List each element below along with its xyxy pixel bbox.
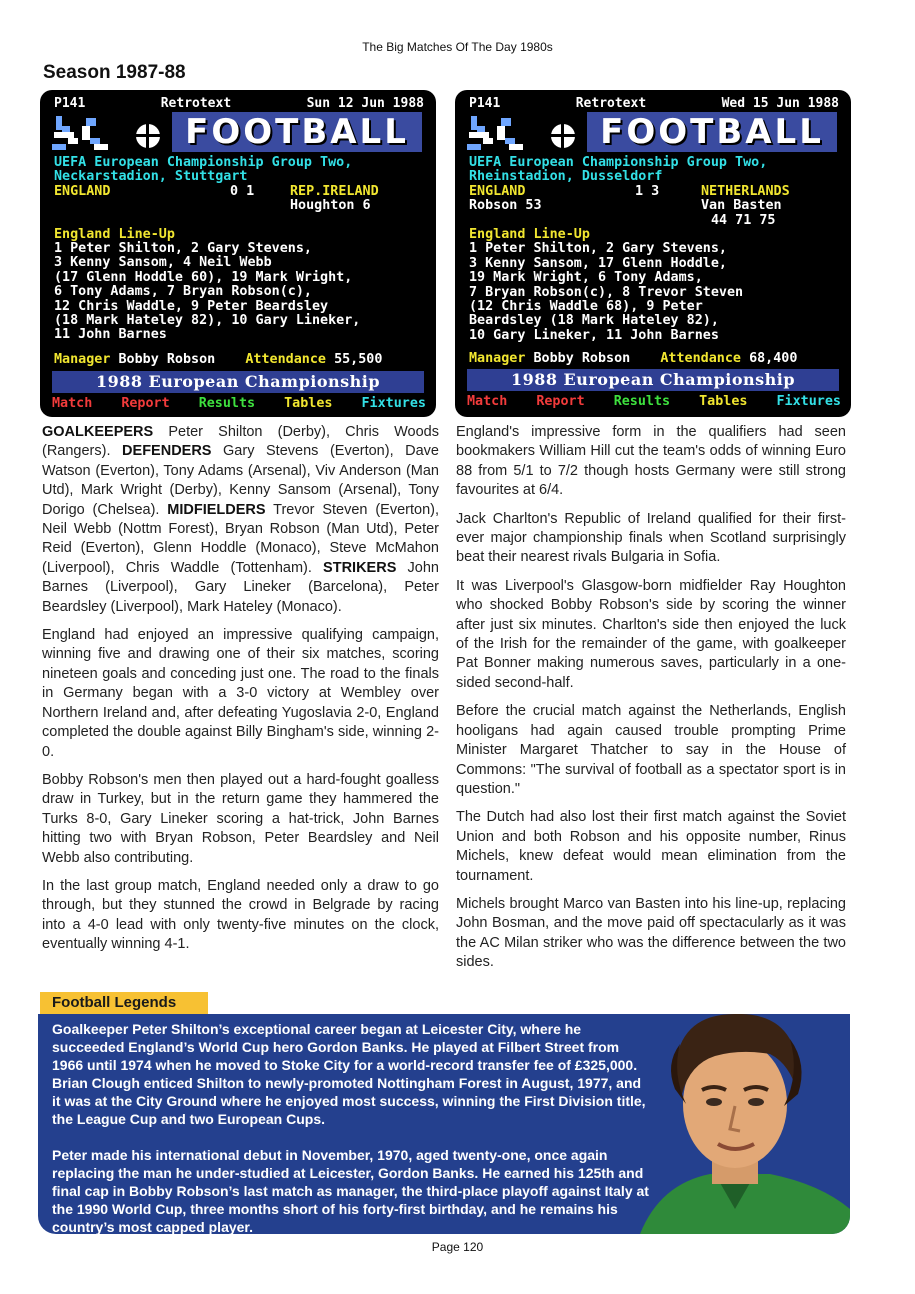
manager-name: Bobby Robson (533, 351, 631, 366)
teletext-player-icon (52, 112, 170, 154)
defenders-list: Gary Stevens (Everton), Dave Watson (Everton), Tony Adams (Arsenal), Viv Anderson (Man Utd), Mark Wright (Derby), Kenny Sansom (Arsenal), Tony Dorigo (Chelsea). (42, 443, 439, 518)
teletext-body (469, 156, 839, 343)
page-number: Page 120 (431, 1240, 484, 1254)
attendance-label: Attendance (660, 351, 741, 366)
manager-label: Manager (469, 351, 526, 366)
teletext-page-number: P141 (469, 96, 501, 111)
manager-label: Manager (54, 352, 111, 367)
season-title: Season 1987-88 (43, 62, 186, 83)
legends-paragraph: Peter made his international debut in November, 1970, aged twenty-one, once again replacing the man he under-studied at Leicester, Gordon Banks. He earned his 125th and final cap in Bobby Robson’s last match as manager, the third-place playoff against Italy at the 1990 World Cup, three months short of his forty-first birthday, and he remains his country’s most capped player. (52, 1147, 649, 1234)
away-team: REP.IRELAND (290, 183, 379, 199)
venue-line: Rheinstadion, Dusseldorf (469, 169, 663, 185)
teletext-banner: FOOTBALL (587, 112, 837, 152)
teletext-service: Retrotext (575, 96, 647, 111)
nav-tables[interactable]: Tables (284, 396, 333, 411)
home-scorers (54, 199, 290, 213)
teletext-date: Sun 12 Jun 1988 (306, 96, 424, 111)
teletext-panel-match1 (40, 90, 436, 417)
body-paragraph: Bobby Robson's men then played out a hard-fought goalless draw in Turkey, but in the return game they hammered the Turks 8-0, Gary Lineker scoring a hat-trick, John Barnes hitting two with Bryan Robson, Peter Beardsley and Neil Webb also contributing. (42, 771, 439, 866)
running-header: The Big Matches Of The Day 1980s (362, 40, 553, 54)
manager-name: Bobby Robson (118, 352, 216, 367)
nav-report[interactable]: Report (121, 396, 170, 411)
teletext-player-icon (467, 112, 585, 154)
teletext-banner: FOOTBALL (172, 112, 422, 152)
teletext-date: Wed 15 Jun 1988 (721, 96, 839, 111)
lineup-title: England Line-Up (469, 227, 590, 243)
teletext-page-number: P141 (54, 96, 86, 111)
championship-bar: 1988 European Championship (52, 371, 424, 393)
home-team: ENGLAND (469, 183, 526, 199)
lineup-line: 3 Kenny Sansom, 17 Glenn Hoddle, (469, 255, 727, 271)
strikers-label: STRIKERS (323, 559, 397, 576)
lineup-line: 7 Bryan Robson(c), 8 Trevor Steven (469, 284, 744, 300)
teletext-logo (467, 112, 839, 154)
nav-tables[interactable]: Tables (699, 394, 748, 409)
body-paragraph: Michels brought Marco van Basten into his line-up, replacing John Bosman, and the move paid off spectacularly as it was the AC Milan striker who was the difference between the two sides. (456, 895, 846, 971)
legends-tab: Football Legends (40, 992, 208, 1014)
nav-report[interactable]: Report (536, 394, 585, 409)
teletext-service: Retrotext (160, 96, 232, 111)
legends-box (38, 1014, 850, 1234)
lineup-line: 11 John Barnes (54, 327, 167, 343)
competition-line: UEFA European Championship Group Two, (54, 155, 353, 170)
legends-text (52, 1020, 652, 1234)
lineup-title: England Line-Up (54, 226, 175, 242)
manager-attendance-row (54, 352, 424, 367)
championship-bar: 1988 European Championship (467, 369, 839, 391)
lineup-line: (18 Mark Hateley 82), 10 Gary Lineker, (54, 313, 361, 329)
teletext-nav (467, 394, 841, 409)
body-paragraph: England's impressive form in the qualifiers had seen bookmakers William Hill cut the team's odds of winning Euro 88 from 5/1 to 7/2 though hosts Germany were still strong favourites at 6/4. (456, 424, 846, 499)
away-team: NETHERLANDS (701, 183, 790, 199)
legends-paragraph: Goalkeeper Peter Shilton’s exceptional career began at Leicester City, where he succeeded England’s World Cup hero Gordon Banks. He played at Filbert Street from 1966 until 1974 when he moved to Stoke City for a world-record transfer fee of £325,000. Brian Clough enticed Shilton to newly-promoted Nottingham Forest in August, 1977, and it was at the City Ground where he enjoyed most success, winning the First Division title, the League Cup and two European Cups. (52, 1021, 646, 1127)
midfielders-label: MIDFIELDERS (167, 501, 266, 518)
body-paragraph: Before the crucial match against the Netherlands, English hooligans had again caused trouble prompting Prime Minister Margaret Thatcher to say in the House of Commons: "The survival of football as a spectator sport is in question." (456, 703, 846, 797)
player-portrait-illustration (620, 1014, 850, 1234)
body-paragraph: England had enjoyed an impressive qualifying campaign, winning five and drawing one of their six matches, scoring nineteen goals and conceding just one. The road to the finals in Germany began with a 3-0 victory at Wembley over Northern Ireland and, after defeating Yugoslavia 2-0, England completed the double against Billy Bingham's side, winning 2-0. (42, 627, 439, 760)
venue-line: Neckarstadion, Stuttgart (54, 169, 248, 185)
lineup-line: 3 Kenny Sansom, 4 Neil Webb (54, 255, 272, 271)
lineup-line: (17 Glenn Hoddle 60), 19 Mark Wright, (54, 269, 353, 285)
lineup-line: Beardsley (18 Mark Hateley 82), (469, 313, 719, 329)
body-paragraph: In the last group match, England needed only a draw to go through, but they stunned the crowd in Belgrade by racing into a 4-0 lead with only twenty-five minutes on the clock, eventually winning 4-1. (42, 877, 439, 953)
manager-attendance-row (469, 351, 839, 366)
right-column (456, 423, 846, 982)
attendance-value: 55,500 (334, 352, 383, 367)
away-scorers: Van Basten (701, 198, 782, 214)
attendance-label: Attendance (245, 352, 326, 367)
away-scorers: Houghton 6 (290, 198, 371, 214)
teletext-logo (52, 112, 424, 154)
midfielders-list: Trevor Steven (Everton), Neil Webb (Nottm Forest), Bryan Robson (Man Utd), Peter Reid (Everton), Glenn Hoddle (Monaco), Steve McMahon (Liverpool), Chris Waddle (Tottenham). (42, 501, 439, 576)
nav-match[interactable]: Match (52, 396, 93, 411)
nav-fixtures[interactable]: Fixtures (776, 394, 841, 409)
teletext-body (54, 156, 424, 343)
lineup-line: 10 Gary Lineker, 11 John Barnes (469, 327, 719, 343)
nav-fixtures[interactable]: Fixtures (361, 396, 426, 411)
home-team: ENGLAND (54, 183, 111, 199)
lineup-line: 12 Chris Waddle, 9 Peter Beardsley (54, 298, 329, 314)
body-paragraph: It was Liverpool's Glasgow-born midfielder Ray Houghton who shocked Bobby Robson's side by scoring the winner after just six minutes. Charlton's side then enjoyed the luck of the Irish for the remainder of the game, with goalkeeper Pat Bonner making numerous saves, particularly in a one-sided second-half. (456, 577, 846, 691)
defenders-label: DEFENDERS (122, 443, 212, 460)
score: 0 1 (230, 183, 255, 199)
competition-line: UEFA European Championship Group Two, (469, 155, 768, 170)
teletext-panel-match2 (455, 90, 851, 417)
lineup-line: 1 Peter Shilton, 2 Gary Stevens, (469, 241, 727, 257)
teletext-topline (54, 96, 424, 111)
lineup-line: (12 Chris Waddle 68), 9 Peter (469, 299, 703, 315)
lineup-line: 6 Tony Adams, 7 Bryan Robson(c), (54, 284, 312, 300)
teletext-nav (52, 396, 426, 411)
body-paragraph: The Dutch had also lost their first match against the Soviet Union and both Robson and his opposite number, Rinus Michels, knew defeat would mean elimination from the tournament. (456, 809, 846, 884)
score: 1 3 (635, 183, 660, 199)
strikers-list: John Barnes (Liverpool), Gary Lineker (Barcelona), Peter Beardsley (Liverpool), Mark Hateley (Monaco). (42, 559, 439, 615)
left-column (42, 423, 439, 964)
goalkeepers-label: GOALKEEPERS (42, 424, 154, 440)
home-scorers: Robson 53 (469, 198, 542, 214)
attendance-value: 68,400 (749, 351, 798, 366)
nav-match[interactable]: Match (467, 394, 508, 409)
nav-results[interactable]: Results (198, 396, 256, 411)
lineup-line: 1 Peter Shilton, 2 Gary Stevens, (54, 241, 312, 257)
nav-results[interactable]: Results (613, 394, 671, 409)
teletext-topline (469, 96, 839, 111)
away-scorers-minutes: 44 71 75 (711, 212, 776, 228)
squad-paragraph (42, 423, 439, 617)
goalkeepers-list: Peter Shilton (Derby), Chris Woods (Rangers). (42, 424, 439, 460)
lineup-line: 19 Mark Wright, 6 Tony Adams, (469, 270, 703, 286)
body-paragraph: Jack Charlton's Republic of Ireland qualified for their first-ever major championship finals when Scotland surprisingly beat their nearest rivals Bulgaria in Sofia. (456, 510, 846, 566)
